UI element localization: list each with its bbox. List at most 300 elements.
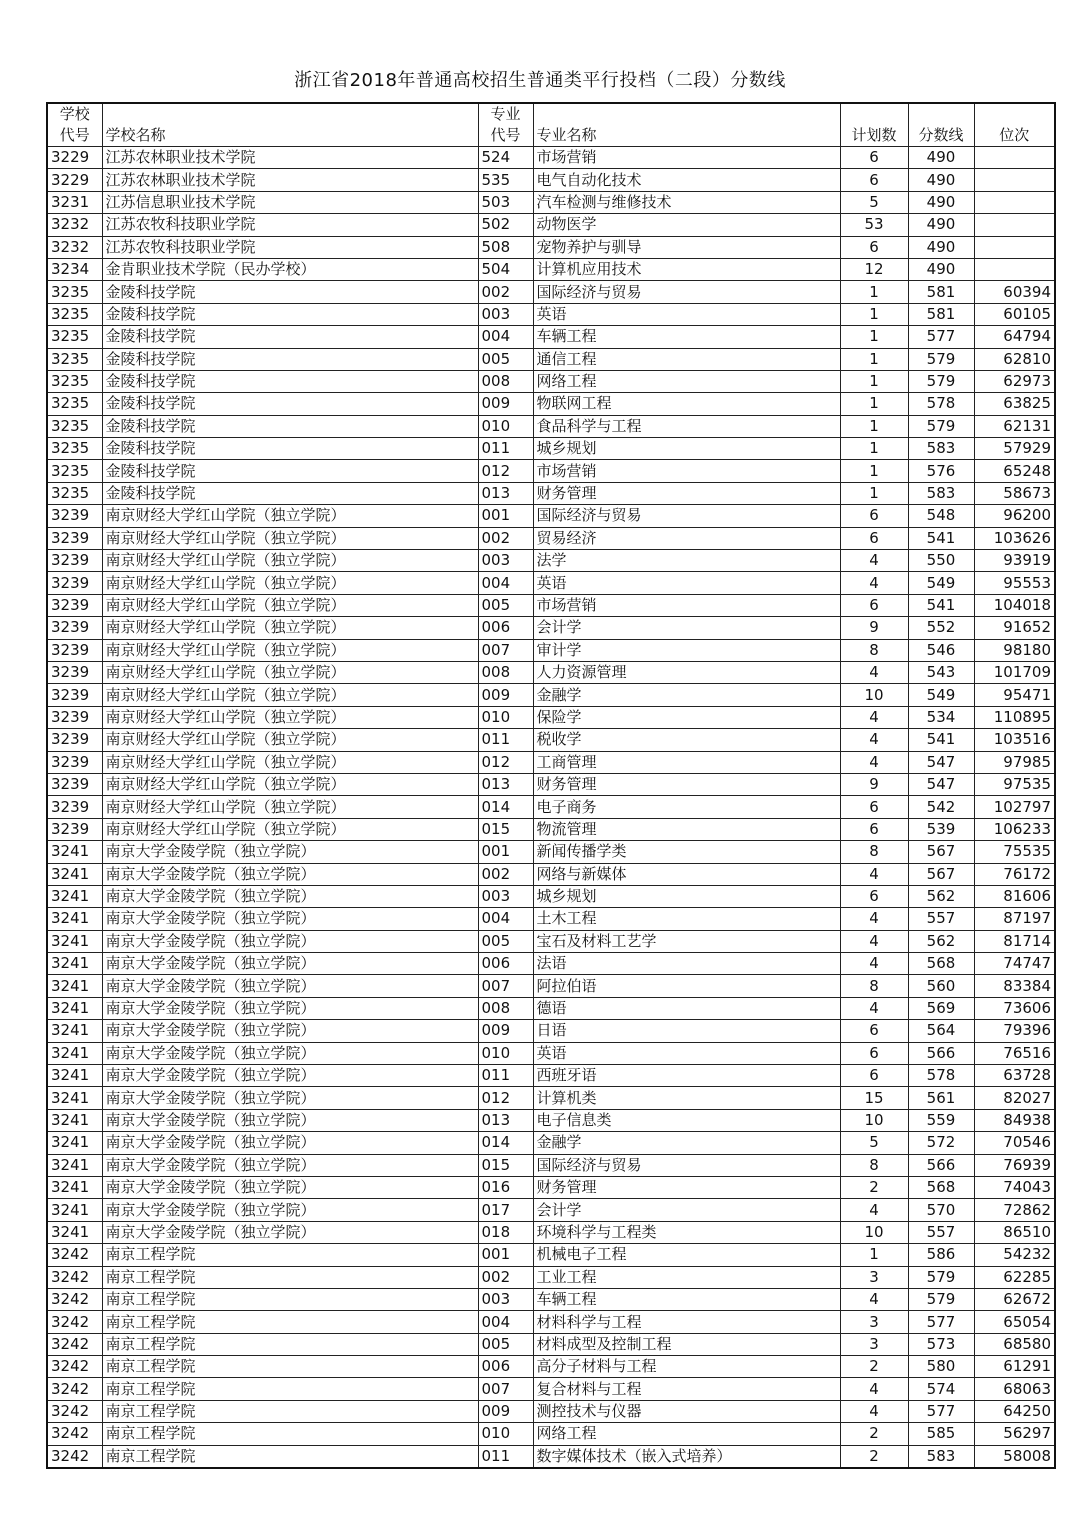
school-name-cell: 南京大学金陵学院（独立学院） (102, 841, 478, 863)
major-name-cell: 材料成型及控制工程 (533, 1333, 840, 1355)
major-code-cell: 015 (478, 1154, 533, 1176)
rank-cell: 83384 (974, 975, 1055, 997)
table-row (47, 1333, 1055, 1355)
major-name-cell: 计算机应用技术 (533, 258, 840, 280)
school-name-cell: 南京大学金陵学院（独立学院） (102, 885, 478, 907)
major-code-cell: 002 (478, 1266, 533, 1288)
table-row (47, 1042, 1055, 1064)
school-code-cell: 3242 (47, 1333, 102, 1355)
page-title: 浙江省2018年普通高校招生普通类平行投档（二段）分数线 (294, 70, 786, 91)
major-code-cell: 007 (478, 639, 533, 661)
rank-cell: 57929 (974, 438, 1055, 460)
school-code-cell: 3242 (47, 1445, 102, 1468)
plan-cell: 6 (840, 1020, 908, 1042)
school-code-cell: 3241 (47, 841, 102, 863)
rank-cell: 63825 (974, 393, 1055, 415)
major-code-cell: 012 (478, 751, 533, 773)
school-code-cell: 3242 (47, 1378, 102, 1400)
major-name-cell: 日语 (533, 1020, 840, 1042)
table-row (47, 1266, 1055, 1288)
school-name-cell: 金陵科技学院 (102, 415, 478, 437)
table-row (47, 997, 1055, 1019)
school-name-cell: 金陵科技学院 (102, 460, 478, 482)
school-name-cell: 南京财经大学红山学院（独立学院） (102, 572, 478, 594)
rank-cell: 82027 (974, 1087, 1055, 1109)
rank-cell: 60394 (974, 281, 1055, 303)
major-code-cell: 008 (478, 661, 533, 683)
school-code-cell: 3241 (47, 1109, 102, 1131)
header-school-code: 学校 代号 (47, 103, 102, 147)
school-code-cell: 3239 (47, 773, 102, 795)
table-row (47, 684, 1055, 706)
score-cell: 585 (908, 1423, 974, 1445)
plan-cell: 6 (840, 594, 908, 616)
major-name-cell: 人力资源管理 (533, 661, 840, 683)
school-name-cell: 南京大学金陵学院（独立学院） (102, 1087, 478, 1109)
plan-cell: 1 (840, 303, 908, 325)
rank-cell: 86510 (974, 1221, 1055, 1243)
major-code-cell: 004 (478, 1311, 533, 1333)
rank-cell: 62131 (974, 415, 1055, 437)
major-code-cell: 013 (478, 773, 533, 795)
header-school-name: 学校名称 (102, 103, 478, 147)
rank-cell (974, 191, 1055, 213)
plan-cell: 6 (840, 505, 908, 527)
table-row (47, 1244, 1055, 1266)
school-code-cell: 3239 (47, 639, 102, 661)
school-name-cell: 金陵科技学院 (102, 348, 478, 370)
table-row (47, 326, 1055, 348)
score-cell: 583 (908, 438, 974, 460)
score-cell: 534 (908, 706, 974, 728)
major-code-cell: 004 (478, 908, 533, 930)
score-cell: 581 (908, 281, 974, 303)
plan-cell: 3 (840, 1266, 908, 1288)
plan-cell: 4 (840, 863, 908, 885)
score-cell: 564 (908, 1020, 974, 1042)
school-code-cell: 3241 (47, 953, 102, 975)
score-cell: 542 (908, 796, 974, 818)
major-code-cell: 001 (478, 505, 533, 527)
score-cell: 562 (908, 885, 974, 907)
major-name-cell: 英语 (533, 572, 840, 594)
major-code-cell: 535 (478, 169, 533, 191)
school-name-cell: 南京工程学院 (102, 1356, 478, 1378)
major-name-cell: 保险学 (533, 706, 840, 728)
score-cell: 549 (908, 684, 974, 706)
score-cell: 490 (908, 191, 974, 213)
school-code-cell: 3242 (47, 1400, 102, 1422)
school-code-cell: 3235 (47, 482, 102, 504)
school-code-cell: 3241 (47, 1065, 102, 1087)
school-code-cell: 3234 (47, 258, 102, 280)
header-plan: 计划数 (840, 103, 908, 147)
school-name-cell: 南京财经大学红山学院（独立学院） (102, 527, 478, 549)
score-cell: 557 (908, 908, 974, 930)
score-cell: 490 (908, 258, 974, 280)
score-cell: 559 (908, 1109, 974, 1131)
rank-cell: 104018 (974, 594, 1055, 616)
school-name-cell: 南京大学金陵学院（独立学院） (102, 908, 478, 930)
table-row (47, 303, 1055, 325)
school-name-cell: 江苏农牧科技职业学院 (102, 214, 478, 236)
school-code-cell: 3235 (47, 393, 102, 415)
major-name-cell: 国际经济与贸易 (533, 281, 840, 303)
major-name-cell: 财务管理 (533, 1176, 840, 1198)
rank-cell (974, 147, 1055, 169)
major-code-cell: 005 (478, 348, 533, 370)
major-name-cell: 会计学 (533, 617, 840, 639)
plan-cell: 1 (840, 460, 908, 482)
plan-cell: 2 (840, 1356, 908, 1378)
school-code-cell: 3242 (47, 1423, 102, 1445)
table-row (47, 460, 1055, 482)
school-name-cell: 金陵科技学院 (102, 438, 478, 460)
school-name-cell: 南京工程学院 (102, 1244, 478, 1266)
score-cell: 583 (908, 1445, 974, 1468)
table-row (47, 191, 1055, 213)
plan-cell: 6 (840, 796, 908, 818)
school-code-cell: 3232 (47, 214, 102, 236)
score-cell: 578 (908, 1065, 974, 1087)
score-cell: 550 (908, 550, 974, 572)
table-row (47, 505, 1055, 527)
header-major-code: 专业 代号 (478, 103, 533, 147)
score-cell: 574 (908, 1378, 974, 1400)
major-code-cell: 008 (478, 997, 533, 1019)
major-name-cell: 金融学 (533, 684, 840, 706)
table-row (47, 1176, 1055, 1198)
major-code-cell: 007 (478, 975, 533, 997)
school-code-cell: 3242 (47, 1288, 102, 1310)
score-cell: 490 (908, 147, 974, 169)
score-cell: 547 (908, 773, 974, 795)
major-code-cell: 503 (478, 191, 533, 213)
school-code-cell: 3241 (47, 1199, 102, 1221)
school-code-cell: 3235 (47, 460, 102, 482)
table-row (47, 281, 1055, 303)
rank-cell: 61291 (974, 1356, 1055, 1378)
plan-cell: 4 (840, 550, 908, 572)
plan-cell: 1 (840, 370, 908, 392)
table-row (47, 594, 1055, 616)
major-name-cell: 计算机类 (533, 1087, 840, 1109)
rank-cell: 97535 (974, 773, 1055, 795)
school-code-cell: 3239 (47, 572, 102, 594)
plan-cell: 15 (840, 1087, 908, 1109)
major-name-cell: 贸易经济 (533, 527, 840, 549)
plan-cell: 4 (840, 908, 908, 930)
plan-cell: 4 (840, 1288, 908, 1310)
plan-cell: 8 (840, 639, 908, 661)
school-code-cell: 3242 (47, 1311, 102, 1333)
table-row (47, 214, 1055, 236)
major-name-cell: 法学 (533, 550, 840, 572)
score-cell: 490 (908, 169, 974, 191)
school-code-cell: 3239 (47, 505, 102, 527)
table-row (47, 953, 1055, 975)
school-name-cell: 南京财经大学红山学院（独立学院） (102, 751, 478, 773)
school-name-cell: 南京财经大学红山学院（独立学院） (102, 818, 478, 840)
table-row (47, 930, 1055, 952)
score-cell: 566 (908, 1042, 974, 1064)
plan-cell: 4 (840, 572, 908, 594)
major-name-cell: 审计学 (533, 639, 840, 661)
school-name-cell: 南京大学金陵学院（独立学院） (102, 1132, 478, 1154)
school-name-cell: 南京大学金陵学院（独立学院） (102, 975, 478, 997)
rank-cell: 62810 (974, 348, 1055, 370)
major-code-cell: 009 (478, 1400, 533, 1422)
major-code-cell: 015 (478, 818, 533, 840)
major-name-cell: 电子信息类 (533, 1109, 840, 1131)
rank-cell: 72862 (974, 1199, 1055, 1221)
table-row (47, 773, 1055, 795)
major-code-cell: 009 (478, 393, 533, 415)
plan-cell: 6 (840, 236, 908, 258)
plan-cell: 2 (840, 1423, 908, 1445)
table-row (47, 729, 1055, 751)
major-code-cell: 004 (478, 572, 533, 594)
plan-cell: 1 (840, 1244, 908, 1266)
major-code-cell: 006 (478, 953, 533, 975)
major-name-cell: 宝石及材料工艺学 (533, 930, 840, 952)
score-cell: 577 (908, 1400, 974, 1422)
school-name-cell: 金陵科技学院 (102, 281, 478, 303)
rank-cell: 74043 (974, 1176, 1055, 1198)
plan-cell: 6 (840, 885, 908, 907)
plan-cell: 1 (840, 438, 908, 460)
score-cell: 546 (908, 639, 974, 661)
header-score: 分数线 (908, 103, 974, 147)
school-code-cell: 3239 (47, 818, 102, 840)
school-code-cell: 3239 (47, 706, 102, 728)
table-row (47, 1199, 1055, 1221)
plan-cell: 8 (840, 1154, 908, 1176)
major-code-cell: 013 (478, 1109, 533, 1131)
major-code-cell: 018 (478, 1221, 533, 1243)
school-code-cell: 3241 (47, 863, 102, 885)
school-name-cell: 南京财经大学红山学院（独立学院） (102, 706, 478, 728)
major-code-cell: 011 (478, 1445, 533, 1468)
school-code-cell: 3235 (47, 303, 102, 325)
table-body (47, 147, 1055, 1469)
score-cell: 561 (908, 1087, 974, 1109)
table-row (47, 617, 1055, 639)
school-code-cell: 3235 (47, 438, 102, 460)
rank-cell: 97985 (974, 751, 1055, 773)
major-name-cell: 新闻传播学类 (533, 841, 840, 863)
rank-cell: 79396 (974, 1020, 1055, 1042)
school-name-cell: 南京财经大学红山学院（独立学院） (102, 773, 478, 795)
table-row (47, 706, 1055, 728)
table-row (47, 975, 1055, 997)
rank-cell: 91652 (974, 617, 1055, 639)
score-cell: 541 (908, 729, 974, 751)
major-code-cell: 003 (478, 550, 533, 572)
major-code-cell: 012 (478, 1087, 533, 1109)
score-cell: 577 (908, 326, 974, 348)
rank-cell: 54232 (974, 1244, 1055, 1266)
major-name-cell: 测控技术与仪器 (533, 1400, 840, 1422)
major-name-cell: 车辆工程 (533, 326, 840, 348)
plan-cell: 5 (840, 191, 908, 213)
table-row (47, 796, 1055, 818)
rank-cell (974, 236, 1055, 258)
rank-cell: 62285 (974, 1266, 1055, 1288)
table-row (47, 908, 1055, 930)
school-code-cell: 3229 (47, 169, 102, 191)
score-cell: 580 (908, 1356, 974, 1378)
score-cell: 543 (908, 661, 974, 683)
plan-cell: 1 (840, 393, 908, 415)
plan-cell: 6 (840, 527, 908, 549)
rank-cell: 84938 (974, 1109, 1055, 1131)
major-name-cell: 德语 (533, 997, 840, 1019)
table-row (47, 1400, 1055, 1422)
plan-cell: 1 (840, 415, 908, 437)
major-name-cell: 土木工程 (533, 908, 840, 930)
school-name-cell: 金陵科技学院 (102, 326, 478, 348)
table-row (47, 1288, 1055, 1310)
plan-cell: 53 (840, 214, 908, 236)
school-code-cell: 3239 (47, 661, 102, 683)
school-name-cell: 南京财经大学红山学院（独立学院） (102, 550, 478, 572)
major-code-cell: 010 (478, 1042, 533, 1064)
school-name-cell: 金陵科技学院 (102, 370, 478, 392)
plan-cell: 9 (840, 773, 908, 795)
school-code-cell: 3229 (47, 147, 102, 169)
rank-cell: 96200 (974, 505, 1055, 527)
school-name-cell: 南京工程学院 (102, 1266, 478, 1288)
plan-cell: 10 (840, 684, 908, 706)
table-row (47, 661, 1055, 683)
major-code-cell: 012 (478, 460, 533, 482)
rank-cell: 110895 (974, 706, 1055, 728)
rank-cell: 63728 (974, 1065, 1055, 1087)
major-name-cell: 财务管理 (533, 773, 840, 795)
school-name-cell: 南京大学金陵学院（独立学院） (102, 930, 478, 952)
rank-cell: 81606 (974, 885, 1055, 907)
major-name-cell: 食品科学与工程 (533, 415, 840, 437)
school-name-cell: 江苏信息职业技术学院 (102, 191, 478, 213)
table-row (47, 147, 1055, 169)
major-code-cell: 508 (478, 236, 533, 258)
rank-cell: 103626 (974, 527, 1055, 549)
major-name-cell: 环境科学与工程类 (533, 1221, 840, 1243)
plan-cell: 4 (840, 706, 908, 728)
school-name-cell: 南京大学金陵学院（独立学院） (102, 1065, 478, 1087)
major-name-cell: 汽车检测与维修技术 (533, 191, 840, 213)
score-cell: 567 (908, 863, 974, 885)
rank-cell: 106233 (974, 818, 1055, 840)
school-name-cell: 江苏农牧科技职业学院 (102, 236, 478, 258)
major-code-cell: 005 (478, 930, 533, 952)
school-code-cell: 3241 (47, 997, 102, 1019)
plan-cell: 6 (840, 169, 908, 191)
major-code-cell: 006 (478, 617, 533, 639)
score-cell: 579 (908, 1288, 974, 1310)
rank-cell: 62973 (974, 370, 1055, 392)
plan-cell: 4 (840, 930, 908, 952)
major-name-cell: 复合材料与工程 (533, 1378, 840, 1400)
major-code-cell: 002 (478, 863, 533, 885)
score-cell: 578 (908, 393, 974, 415)
school-name-cell: 南京大学金陵学院（独立学院） (102, 953, 478, 975)
major-code-cell: 502 (478, 214, 533, 236)
table-row (47, 885, 1055, 907)
plan-cell: 8 (840, 975, 908, 997)
school-name-cell: 金陵科技学院 (102, 303, 478, 325)
rank-cell: 62672 (974, 1288, 1055, 1310)
header-major-name: 专业名称 (533, 103, 840, 147)
major-name-cell: 高分子材料与工程 (533, 1356, 840, 1378)
score-cell: 541 (908, 594, 974, 616)
table-row (47, 1311, 1055, 1333)
table-row (47, 1109, 1055, 1131)
school-name-cell: 南京工程学院 (102, 1288, 478, 1310)
plan-cell: 4 (840, 1400, 908, 1422)
score-cell: 579 (908, 370, 974, 392)
rank-cell: 58673 (974, 482, 1055, 504)
rank-cell: 56297 (974, 1423, 1055, 1445)
school-name-cell: 南京财经大学红山学院（独立学院） (102, 594, 478, 616)
major-name-cell: 数字媒体技术（嵌入式培养） (533, 1445, 840, 1468)
school-name-cell: 南京工程学院 (102, 1423, 478, 1445)
score-cell: 569 (908, 997, 974, 1019)
school-code-cell: 3241 (47, 1176, 102, 1198)
major-name-cell: 物联网工程 (533, 393, 840, 415)
major-code-cell: 002 (478, 281, 533, 303)
major-code-cell: 016 (478, 1176, 533, 1198)
school-code-cell: 3241 (47, 1221, 102, 1243)
table-row (47, 1378, 1055, 1400)
rank-cell: 93919 (974, 550, 1055, 572)
score-cell: 568 (908, 1176, 974, 1198)
table-row (47, 415, 1055, 437)
plan-cell: 6 (840, 1042, 908, 1064)
school-code-cell: 3241 (47, 975, 102, 997)
score-cell: 583 (908, 482, 974, 504)
major-code-cell: 001 (478, 1244, 533, 1266)
school-name-cell: 江苏农林职业技术学院 (102, 169, 478, 191)
table-row (47, 818, 1055, 840)
major-name-cell: 网络工程 (533, 370, 840, 392)
major-name-cell: 税收学 (533, 729, 840, 751)
plan-cell: 2 (840, 1445, 908, 1468)
school-code-cell: 3242 (47, 1266, 102, 1288)
plan-cell: 2 (840, 1176, 908, 1198)
rank-cell (974, 214, 1055, 236)
score-cell: 577 (908, 1311, 974, 1333)
rank-cell: 76516 (974, 1042, 1055, 1064)
table-row (47, 482, 1055, 504)
school-code-cell: 3241 (47, 930, 102, 952)
major-code-cell: 005 (478, 594, 533, 616)
table-row (47, 169, 1055, 191)
school-name-cell: 南京工程学院 (102, 1311, 478, 1333)
rank-cell: 95553 (974, 572, 1055, 594)
score-cell: 581 (908, 303, 974, 325)
rank-cell: 65054 (974, 1311, 1055, 1333)
school-name-cell: 南京财经大学红山学院（独立学院） (102, 729, 478, 751)
table-row (47, 1087, 1055, 1109)
table-row (47, 841, 1055, 863)
plan-cell: 6 (840, 1065, 908, 1087)
score-cell: 557 (908, 1221, 974, 1243)
school-name-cell: 金陵科技学院 (102, 393, 478, 415)
score-cell: 586 (908, 1244, 974, 1266)
school-name-cell: 南京财经大学红山学院（独立学院） (102, 639, 478, 661)
